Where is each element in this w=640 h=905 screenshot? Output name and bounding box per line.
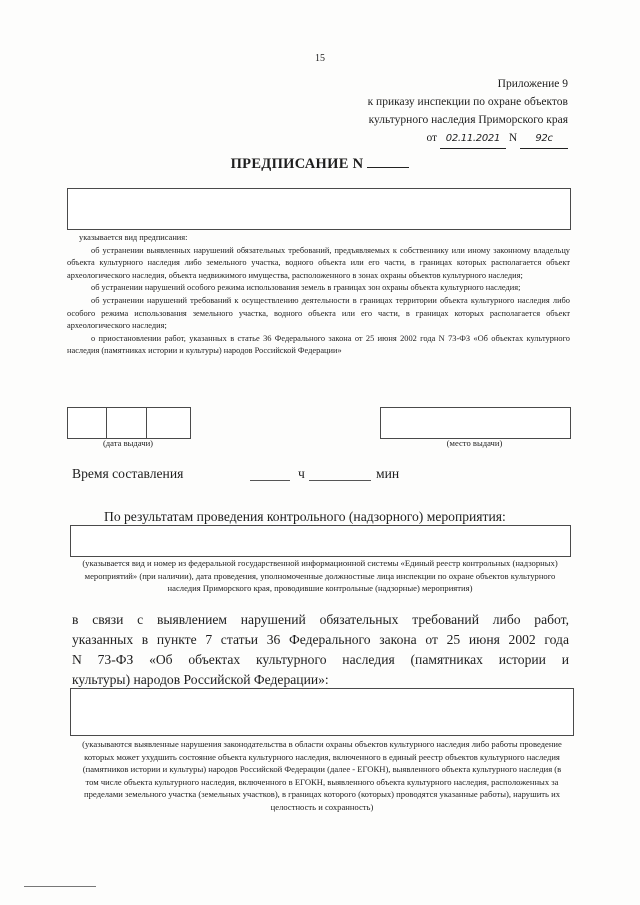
control-event-field[interactable]: [70, 525, 571, 557]
violations-caption: (указываются выявленные нарушения законодательства в области охраны объектов культурного наследия либо работы проведение которых может ухудшить состояние объекта культурного наследия, включенного в единый реестр объектов культурного наследия (памятников истории и культуры) народов Российской Федерации (далее - ЕГОКН), выявленного объекта культурного наследия (в том числе объекта культурного наследия, включенного в ЕГОКН, выявленного объекта культурного наследия, расположенных за пределами земельного участка (земельных участков), в границах которого (которых) проводятся указанные работы), нарушить их целостность и сохранность): [82, 739, 562, 812]
document-title: [0, 155, 640, 173]
page-number: 15: [315, 53, 325, 64]
violations-field[interactable]: [70, 688, 574, 736]
handwritten-date: 02.11.2021: [440, 130, 506, 149]
results-heading: По результатам проведения контрольного (надзорного) мероприятия:: [104, 509, 506, 524]
hours-unit: ч: [298, 466, 305, 481]
date-cell-divider: [146, 408, 147, 438]
violations-intro: [72, 610, 569, 690]
hours-blank[interactable]: [250, 480, 290, 481]
appendix-order-line: к приказу инспекции по охране объектов: [367, 96, 568, 108]
appendix-date-line: [368, 129, 568, 149]
minutes-unit: мин: [376, 466, 400, 481]
appendix-title: Приложение 9: [497, 78, 568, 90]
compilation-time-label: Время составления: [72, 466, 184, 481]
control-event-caption: (указывается вид и номер из федеральной государственной информационной системы «Единый реестр контрольных (надзорных) мероприятий» (при наличии), дата проведения, уполномоченные должностные лица инспекции по охране объектов культурного наследия Приморского края, проводившие контрольные (надзорные) мероприятия): [82, 558, 558, 594]
prescription-types-note: [67, 232, 570, 358]
issue-place-field[interactable]: [380, 407, 571, 439]
footnote-separator: [24, 886, 96, 887]
body-line: N 73-ФЗ «Об объектах культурного наследия (памятниках истории и: [72, 652, 569, 667]
issue-place-caption: (место выдачи): [446, 438, 503, 448]
title-text: ПРЕДПИСАНИЕ N: [230, 156, 364, 172]
appendix-header: [368, 75, 568, 149]
type-item: об устранении нарушений особого режима использования земель в границах зон охраны объекта культурного наследия;: [91, 283, 521, 293]
minutes-blank[interactable]: [309, 480, 371, 481]
issue-date-field[interactable]: [67, 407, 191, 439]
appendix-agency-line: культурного наследия Приморского края: [368, 114, 568, 126]
body-line: культуры) народов Российской Федерации»:: [72, 672, 329, 687]
handwritten-number: 92с: [520, 130, 568, 149]
types-heading: указывается вид предписания:: [79, 233, 188, 242]
title-number-blank[interactable]: [367, 155, 409, 168]
body-line: указанных в пункте 7 статьи 36 Федерального закона от 25 июня 2002 года: [72, 632, 569, 647]
date-cell-divider: [106, 408, 107, 438]
compilation-time-row: [72, 464, 572, 484]
number-label: N: [508, 132, 518, 144]
type-item: об устранении нарушений требований к осуществлению деятельности в границах территории объекта культурного наследия либо особого режима использования земельного участка, водного объекта или его части, в границах которых располагается объект археологического наследия;: [67, 295, 570, 331]
prescription-type-field[interactable]: [67, 188, 571, 230]
type-item: об устранении выявленных нарушений обязательных требований, предъявляемых к собственнику или иному законному владельцу объекта культурного наследия либо земельного участка, водного объекта или его части, в границах которых располагается объект археологического наследия, объекта недвижимого имущества, расположенного в зонах охраны объектов культурного наследия;: [67, 245, 570, 280]
from-label: от: [426, 132, 438, 144]
body-line: в связи с выявлением нарушений обязательных требований либо работ,: [72, 612, 569, 627]
issue-date-caption: (дата выдачи): [102, 438, 154, 448]
type-item: о приостановлении работ, указанных в статье 36 Федерального закона от 25 июня 2002 года N 73-ФЗ «Об объектах культурного наследия (памятниках истории и культуры) народов Российской Федерации»: [67, 333, 570, 356]
